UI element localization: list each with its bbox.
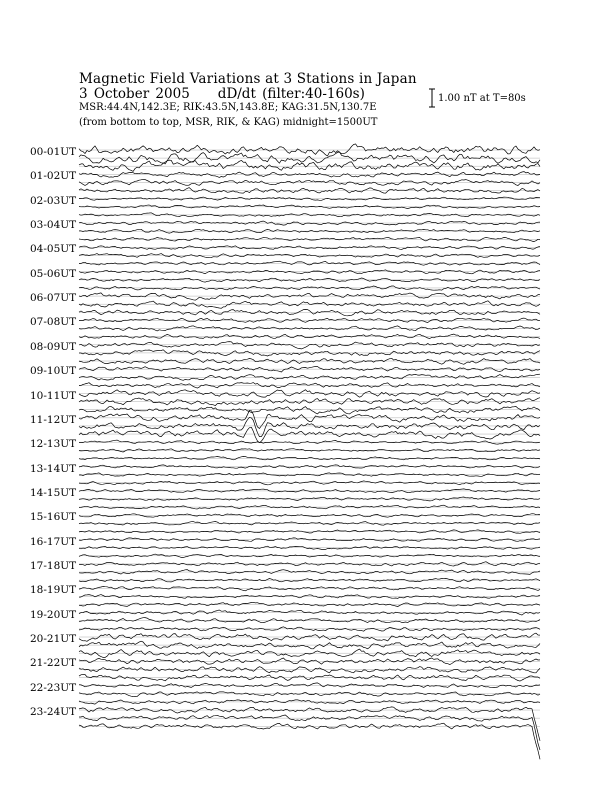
trace-kag-22-23UT: [79, 683, 540, 688]
trace-line: [79, 301, 540, 309]
trace-rik-21-22UT: [79, 667, 540, 673]
trace-rik-07-08UT: [79, 326, 540, 331]
trace-kag-08-09UT: [79, 342, 540, 349]
trace-line: [79, 715, 540, 750]
trace-msr-00-01UT: [79, 160, 540, 171]
trace-line: [79, 456, 540, 459]
trace-kag-03-04UT: [79, 221, 540, 225]
trace-msr-09-10UT: [79, 383, 540, 389]
row-label: 14-15UT: [30, 486, 77, 499]
trace-rik-08-09UT: [79, 350, 540, 356]
trace-line: [79, 658, 540, 665]
row-label: 00-01UT: [30, 146, 77, 158]
row-label: 22-23UT: [30, 681, 77, 694]
trace-kag-18-19UT: [79, 586, 540, 590]
trace-msr-15-16UT: [79, 530, 540, 533]
row-label: 18-19UT: [30, 584, 77, 597]
trace-msr-02-03UT: [79, 213, 540, 217]
trace-line: [79, 358, 540, 364]
trace-line: [79, 152, 540, 164]
row-label: 10-11UT: [30, 389, 77, 402]
trace-msr-12-13UT: [79, 456, 540, 459]
row-label: 08-09UT: [30, 340, 77, 353]
trace-rik-06-07UT: [79, 301, 540, 309]
row-label: 07-08UT: [30, 316, 77, 329]
trace-line: [79, 427, 540, 442]
trace-rik-01-02UT: [79, 179, 540, 185]
trace-kag-00-01UT: [79, 144, 540, 156]
trace-rik-22-23UT: [79, 692, 540, 697]
trace-msr-05-06UT: [79, 286, 540, 290]
trace-rik-00-01UT: [79, 152, 540, 164]
station-order-note: (from bottom to top, MSR, RIK, & KAG) midnight=1500UT: [79, 117, 378, 128]
row-label: 13-14UT: [30, 462, 77, 475]
trace-rik-04-05UT: [79, 254, 540, 258]
trace-rik-17-18UT: [79, 570, 540, 575]
trace-kag-19-20UT: [79, 610, 540, 615]
chart-quantity: dD/dt (filter:40-160s): [217, 86, 365, 102]
trace-msr-22-23UT: [79, 700, 540, 704]
row-label: 12-13UT: [30, 438, 77, 451]
trace-rik-15-16UT: [79, 522, 540, 526]
trace-line: [79, 546, 540, 549]
trace-rik-23-24UT: [79, 715, 540, 750]
trace-rik-19-20UT: [79, 618, 540, 623]
trace-line: [79, 237, 540, 241]
row-label: 21-22UT: [30, 657, 77, 670]
trace-line: [79, 160, 540, 171]
trace-msr-16-17UT: [79, 554, 540, 558]
trace-rik-18-19UT: [79, 595, 540, 599]
trace-kag-17-18UT: [79, 562, 540, 566]
trace-kag-21-22UT: [79, 658, 540, 665]
row-label: 05-06UT: [30, 267, 77, 280]
trace-rik-03-04UT: [79, 229, 540, 233]
station-coordinates: MSR:44.4N,142.3E; RIK:43.5N,143.8E; KAG:31.5N,130.7E: [79, 102, 377, 113]
trace-kag-13-14UT: [79, 465, 540, 468]
row-label: 20-21UT: [30, 633, 77, 645]
trace-kag-05-06UT: [79, 270, 540, 274]
trace-line: [79, 342, 540, 349]
trace-kag-15-16UT: [79, 514, 540, 518]
trace-msr-01-02UT: [79, 188, 540, 194]
row-label: 11-12UT: [30, 413, 77, 426]
trace-rik-09-10UT: [79, 374, 540, 380]
trace-line: [79, 310, 540, 316]
trace-rik-14-15UT: [79, 497, 540, 501]
chart-title: Magnetic Field Variations at 3 Stations in Japan: [79, 71, 417, 87]
row-label: 17-18UT: [30, 559, 77, 572]
trace-kag-14-15UT: [79, 489, 540, 493]
trace-line: [79, 618, 540, 623]
scale-bar-label: 1.00 nT at T=80s: [438, 93, 526, 104]
trace-msr-11-12UT: [79, 427, 540, 442]
row-label: 01-02UT: [30, 170, 77, 183]
trace-msr-10-11UT: [79, 406, 540, 414]
row-label: 03-04UT: [30, 219, 77, 232]
trace-rik-13-14UT: [79, 473, 540, 476]
row-label: 06-07UT: [30, 292, 77, 305]
trace-msr-13-14UT: [79, 481, 540, 485]
row-label: 09-10UT: [30, 365, 77, 378]
trace-line: [79, 334, 540, 338]
chart-date: 3 October 2005: [79, 86, 190, 102]
trace-msr-04-05UT: [79, 261, 540, 265]
trace-msr-21-22UT: [79, 674, 540, 681]
trace-kag-12-13UT: [79, 440, 540, 444]
row-label: 04-05UT: [30, 243, 77, 256]
trace-line: [79, 246, 540, 250]
trace-line: [79, 261, 540, 265]
trace-rik-12-13UT: [79, 449, 540, 452]
row-label: 19-20UT: [30, 608, 77, 621]
trace-line: [79, 692, 540, 697]
trace-kag-01-02UT: [79, 172, 540, 178]
trace-kag-20-21UT: [79, 633, 540, 641]
row-label: 23-24UT: [30, 706, 77, 719]
trace-msr-18-19UT: [79, 602, 540, 606]
trace-msr-19-20UT: [79, 627, 540, 631]
trace-kag-04-05UT: [79, 246, 540, 250]
trace-kag-02-03UT: [79, 197, 540, 200]
trace-line: [79, 683, 540, 688]
trace-line: [79, 667, 540, 673]
trace-line: [79, 707, 540, 741]
trace-kag-09-10UT: [79, 367, 540, 373]
trace-rik-16-17UT: [79, 546, 540, 549]
trace-msr-08-09UT: [79, 358, 540, 364]
trace-msr-14-15UT: [79, 505, 540, 509]
trace-line: [79, 723, 540, 759]
trace-line: [79, 293, 540, 300]
trace-line: [79, 586, 540, 590]
trace-kag-16-17UT: [79, 538, 540, 541]
row-label: 02-03UT: [30, 194, 77, 207]
trace-msr-03-04UT: [79, 237, 540, 241]
trace-line: [79, 406, 540, 414]
trace-kag-10-11UT: [79, 390, 540, 398]
trace-rik-10-11UT: [79, 398, 540, 406]
trace-msr-06-07UT: [79, 310, 540, 316]
trace-msr-20-21UT: [79, 649, 540, 657]
trace-kag-23-24UT: [79, 707, 540, 741]
trace-msr-17-18UT: [79, 578, 540, 582]
row-label: 16-17UT: [30, 535, 77, 548]
trace-rik-05-06UT: [79, 278, 540, 282]
trace-kag-06-07UT: [79, 293, 540, 300]
trace-line: [79, 197, 540, 200]
trace-msr-23-24UT: [79, 723, 540, 759]
trace-rik-02-03UT: [79, 205, 540, 209]
row-label: 15-16UT: [30, 511, 77, 524]
trace-rik-20-21UT: [79, 641, 540, 649]
trace-kag-07-08UT: [79, 318, 540, 322]
trace-msr-07-08UT: [79, 334, 540, 338]
scale-bar: [429, 89, 435, 107]
